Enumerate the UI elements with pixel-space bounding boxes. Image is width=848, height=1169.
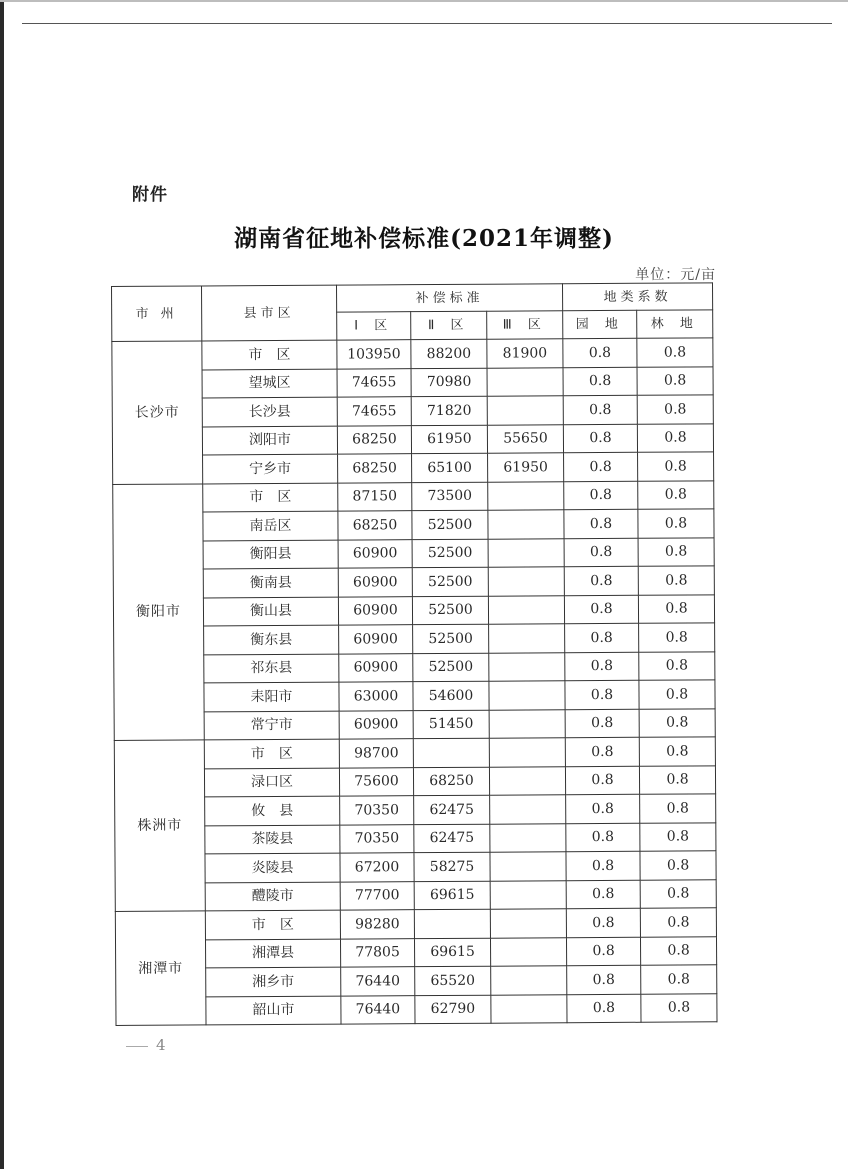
county-cell: 耒阳市 — [204, 682, 339, 711]
zone1-cell: 68250 — [338, 511, 412, 540]
zone2-cell: 73500 — [412, 482, 488, 511]
table-row — [115, 794, 716, 826]
garden-cell: 0.8 — [564, 538, 638, 567]
table-row — [116, 993, 717, 1025]
zone1-cell: 60900 — [339, 625, 413, 654]
county-cell: 茶陵县 — [205, 825, 340, 854]
forest-cell: 0.8 — [639, 708, 715, 737]
zone3-cell — [489, 738, 565, 767]
zone3-cell — [489, 709, 565, 738]
zone3-cell — [490, 909, 566, 938]
zone2-cell: 52500 — [413, 624, 489, 653]
county-cell: 市 区 — [205, 910, 340, 939]
garden-cell: 0.8 — [563, 367, 637, 396]
zone2-cell: 54600 — [413, 681, 489, 710]
zone3-cell — [488, 595, 564, 624]
zone2-cell: 52500 — [412, 539, 488, 568]
county-cell: 湘潭县 — [205, 939, 340, 968]
table-row — [112, 338, 713, 370]
county-cell: 长沙县 — [202, 397, 337, 426]
table-row — [114, 651, 715, 683]
zone3-cell — [488, 538, 564, 567]
table-row — [114, 737, 715, 769]
forest-cell: 0.8 — [639, 680, 715, 709]
attachment-label: 附件 — [132, 185, 168, 205]
city-cell: 衡阳市 — [113, 483, 205, 740]
zone3-cell — [489, 652, 565, 681]
zone1-cell: 74655 — [337, 368, 411, 397]
zone2-cell — [413, 738, 489, 767]
county-cell: 衡阳县 — [203, 540, 338, 569]
garden-cell: 0.8 — [563, 424, 637, 453]
zone1-cell: 98280 — [340, 910, 414, 939]
forest-cell: 0.8 — [641, 936, 717, 965]
forest-cell: 0.8 — [637, 338, 713, 367]
forest-cell: 0.8 — [638, 537, 714, 566]
zone1-cell: 68250 — [337, 425, 411, 454]
zone1-cell: 77700 — [340, 881, 414, 910]
table-row — [112, 395, 713, 427]
zone1-cell: 63000 — [339, 682, 413, 711]
zone3-cell — [487, 367, 563, 396]
zone2-cell: 88200 — [411, 339, 487, 368]
zone2-cell: 58275 — [414, 852, 490, 881]
zone1-cell: 77805 — [340, 938, 414, 967]
county-cell: 市 区 — [202, 340, 337, 369]
zone1-cell: 60900 — [338, 596, 412, 625]
city-cell: 湘潭市 — [115, 911, 206, 1026]
zone1-cell: 68250 — [338, 454, 412, 483]
garden-cell: 0.8 — [567, 994, 641, 1023]
forest-cell: 0.8 — [638, 452, 714, 481]
garden-cell: 0.8 — [564, 509, 638, 538]
zone3-cell — [490, 937, 566, 966]
header-standard: 补偿标准 — [336, 284, 562, 312]
table-row — [112, 423, 713, 455]
garden-cell: 0.8 — [566, 880, 640, 909]
scan-edge-left — [0, 0, 4, 1169]
scan-edge-top — [0, 0, 848, 2]
county-cell: 衡东县 — [204, 625, 339, 654]
zone2-cell: 65520 — [415, 966, 491, 995]
forest-cell: 0.8 — [640, 908, 716, 937]
zone2-cell: 52500 — [413, 653, 489, 682]
forest-cell: 0.8 — [640, 879, 716, 908]
header-forest: 林 地 — [637, 310, 713, 338]
garden-cell: 0.8 — [563, 338, 637, 367]
garden-cell: 0.8 — [564, 452, 638, 481]
forest-cell: 0.8 — [639, 765, 715, 794]
zone2-cell: 62475 — [414, 824, 490, 853]
county-cell: 衡山县 — [203, 597, 338, 626]
garden-cell: 0.8 — [567, 937, 641, 966]
table-row — [112, 366, 713, 398]
zone2-cell: 52500 — [412, 596, 488, 625]
zone3-cell: 55650 — [487, 424, 563, 453]
garden-cell: 0.8 — [565, 737, 639, 766]
forest-cell: 0.8 — [640, 794, 716, 823]
garden-cell: 0.8 — [566, 794, 640, 823]
zone2-cell: 51450 — [413, 710, 489, 739]
garden-cell: 0.8 — [565, 680, 639, 709]
unit-note: 单位：元/亩 — [635, 267, 716, 283]
zone2-cell: 52500 — [412, 567, 488, 596]
header-zone-1: Ⅰ 区 — [337, 312, 411, 340]
table-body — [112, 338, 717, 1026]
county-cell: 浏阳市 — [202, 426, 337, 455]
zone2-cell: 52500 — [412, 510, 488, 539]
zone3-cell — [488, 567, 564, 596]
zone1-cell: 60900 — [338, 539, 412, 568]
garden-cell: 0.8 — [565, 766, 639, 795]
zone1-cell: 70350 — [340, 796, 414, 825]
garden-cell: 0.8 — [564, 481, 638, 510]
garden-cell: 0.8 — [565, 652, 639, 681]
zone3-cell — [490, 880, 566, 909]
zone2-cell: 69615 — [414, 938, 490, 967]
zone3-cell: 81900 — [487, 339, 563, 368]
table-row — [113, 537, 714, 569]
zone1-cell: 74655 — [337, 397, 411, 426]
forest-cell: 0.8 — [639, 651, 715, 680]
forest-cell: 0.8 — [637, 395, 713, 424]
zone2-cell: 68250 — [413, 767, 489, 796]
garden-cell: 0.8 — [566, 908, 640, 937]
table-row — [114, 708, 715, 740]
zone1-cell: 87150 — [338, 482, 412, 511]
zone1-cell: 76440 — [341, 967, 415, 996]
zone2-cell: 62790 — [415, 995, 491, 1024]
zone3-cell — [489, 624, 565, 653]
county-cell: 市 区 — [203, 483, 338, 512]
footer-dash — [126, 1046, 148, 1047]
page-number: 4 — [156, 1036, 166, 1054]
header-county: 县市区 — [202, 285, 337, 341]
zone2-cell: 62475 — [414, 795, 490, 824]
forest-cell: 0.8 — [638, 594, 714, 623]
county-cell: 韶山市 — [206, 996, 341, 1025]
header-zone-3: Ⅲ 区 — [487, 311, 563, 339]
zone3-cell — [490, 823, 566, 852]
county-cell: 市 区 — [204, 739, 339, 768]
zone3-cell: 61950 — [488, 453, 564, 482]
table-row — [113, 566, 714, 598]
zone1-cell: 103950 — [337, 340, 411, 369]
forest-cell: 0.8 — [637, 366, 713, 395]
city-cell: 株洲市 — [114, 740, 205, 912]
garden-cell: 0.8 — [563, 395, 637, 424]
county-cell: 祁东县 — [204, 654, 339, 683]
zone1-cell: 60900 — [339, 653, 413, 682]
forest-cell: 0.8 — [638, 566, 714, 595]
county-cell: 渌口区 — [204, 768, 339, 797]
zone2-cell: 61950 — [411, 425, 487, 454]
zone3-cell — [491, 994, 567, 1023]
forest-cell: 0.8 — [641, 993, 717, 1022]
header-coefficient: 地类系数 — [563, 283, 713, 311]
forest-cell: 0.8 — [640, 822, 716, 851]
table-row — [114, 680, 715, 712]
zone1-cell: 60900 — [338, 568, 412, 597]
garden-cell: 0.8 — [564, 595, 638, 624]
county-cell: 炎陵县 — [205, 853, 340, 882]
zone1-cell: 76440 — [341, 995, 415, 1024]
header-rule — [22, 23, 832, 24]
page-footer — [126, 1036, 182, 1056]
zone1-cell: 67200 — [340, 853, 414, 882]
zone3-cell — [490, 852, 566, 881]
forest-cell: 0.8 — [638, 509, 714, 538]
header-garden: 园 地 — [563, 310, 637, 338]
zone3-cell — [490, 795, 566, 824]
zone3-cell — [491, 966, 567, 995]
zone2-cell: 71820 — [411, 396, 487, 425]
table-row — [115, 822, 716, 854]
forest-cell: 0.8 — [638, 480, 714, 509]
compensation-table — [111, 282, 718, 1026]
county-cell: 望城区 — [202, 369, 337, 398]
zone3-cell — [487, 396, 563, 425]
zone2-cell — [414, 909, 490, 938]
zone1-cell: 98700 — [339, 739, 413, 768]
header-city: 市 州 — [112, 286, 202, 342]
zone2-cell: 65100 — [412, 453, 488, 482]
table-row — [114, 623, 715, 655]
county-cell: 湘乡市 — [206, 967, 341, 996]
header-zone-2: Ⅱ 区 — [411, 311, 487, 339]
garden-cell: 0.8 — [565, 623, 639, 652]
county-cell: 衡南县 — [203, 568, 338, 597]
forest-cell: 0.8 — [637, 423, 713, 452]
table-row — [113, 594, 714, 626]
zone1-cell: 70350 — [340, 824, 414, 853]
zone3-cell — [489, 766, 565, 795]
zone1-cell: 75600 — [339, 767, 413, 796]
county-cell: 醴陵市 — [205, 882, 340, 911]
garden-cell: 0.8 — [564, 566, 638, 595]
city-cell: 长沙市 — [112, 341, 203, 484]
table-row — [115, 879, 716, 911]
zone3-cell — [488, 481, 564, 510]
zone3-cell — [489, 681, 565, 710]
zone1-cell: 60900 — [339, 710, 413, 739]
table-row — [114, 765, 715, 797]
forest-cell: 0.8 — [639, 737, 715, 766]
table-row — [113, 509, 714, 541]
table-row — [115, 851, 716, 883]
table-row — [116, 965, 717, 997]
document-title: 湖南省征地补偿标准(2021年调整) — [234, 225, 614, 252]
garden-cell: 0.8 — [566, 823, 640, 852]
zone3-cell — [488, 510, 564, 539]
forest-cell: 0.8 — [641, 965, 717, 994]
garden-cell: 0.8 — [566, 851, 640, 880]
zone2-cell: 70980 — [411, 368, 487, 397]
garden-cell: 0.8 — [567, 965, 641, 994]
garden-cell: 0.8 — [565, 709, 639, 738]
table-row — [113, 480, 714, 512]
table-row — [115, 936, 716, 968]
forest-cell: 0.8 — [639, 623, 715, 652]
county-cell: 常宁市 — [204, 711, 339, 740]
county-cell: 宁乡市 — [203, 454, 338, 483]
table-row — [113, 452, 714, 484]
table-row — [115, 908, 716, 940]
zone2-cell: 69615 — [414, 881, 490, 910]
county-cell: 南岳区 — [203, 511, 338, 540]
forest-cell: 0.8 — [640, 851, 716, 880]
county-cell: 攸 县 — [205, 796, 340, 825]
